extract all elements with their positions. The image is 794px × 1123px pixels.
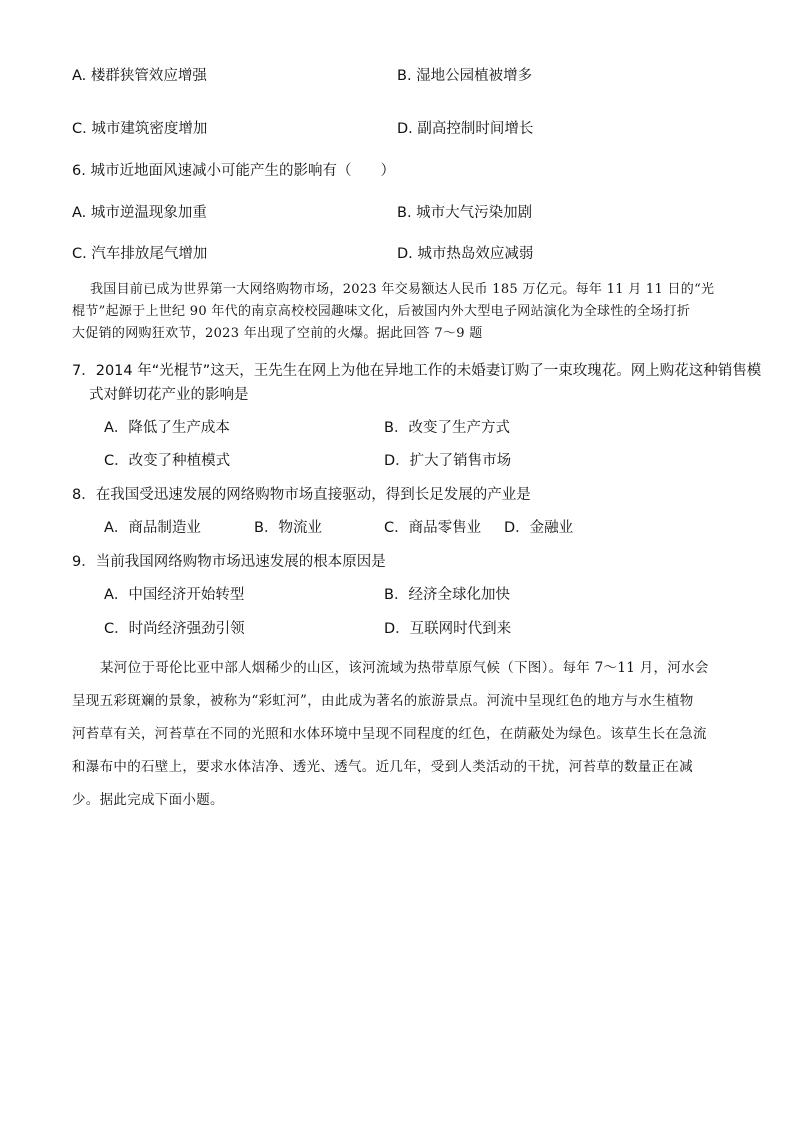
q5-option-c: C. 城市建筑密度增加 xyxy=(72,121,208,137)
passage2-line1: 某河位于哥伦比亚中部人烟稀少的山区，该河流域为热带草原气候（下图）。每年 7～11 月，河水会 xyxy=(100,660,709,676)
passage1-line3: 大促销的网购狂欢节，2023 年出现了空前的火爆。据此回答 7～9 题 xyxy=(72,326,483,341)
q9-option-a: A．中国经济开始转型 xyxy=(104,587,245,603)
q5-option-d: D. 副高控制时间增长 xyxy=(397,121,534,137)
q5-option-a: A. 楼群狭管效应增强 xyxy=(72,68,207,84)
passage1-line1: 我国目前已成为世界第一大网络购物市场，2023 年交易额达人民币 185 万亿元。每年 11 月 11 日的“光 xyxy=(90,282,715,297)
q6-option-a: A. 城市逆温现象加重 xyxy=(72,205,207,221)
passage2-line4: 和瀑布中的石壁上，要求水体洁净、透光、透气。近几年，受到人类活动的干扰，河苔草的数量正在减 xyxy=(72,759,693,775)
q8-option-d: D．金融业 xyxy=(504,520,574,536)
q8-option-a: A．商品制造业 xyxy=(104,520,201,536)
q6-option-d: D. 城市热岛效应减弱 xyxy=(397,246,534,262)
q7-option-a: A．降低了生产成本 xyxy=(104,420,230,436)
q7-option-d: D．扩大了销售市场 xyxy=(384,453,512,469)
q8-option-b: B．物流业 xyxy=(254,520,322,536)
q9-option-b: B．经济全球化加快 xyxy=(384,587,510,603)
passage1-line2: 棍节”起源于上世纪 90 年代的南京高校校园趣味文化，后被国内外大型电子网站演化为全球性的全场打折 xyxy=(72,304,691,319)
passage2-line2: 呈现五彩斑斓的景象，被称为“彩虹河”，由此成为著名的旅游景点。河流中呈现红色的地方与水生植物 xyxy=(72,693,694,709)
q5-option-b: B. 湿地公园植被增多 xyxy=(397,68,533,84)
passage2-line5: 少。据此完成下面小题。 xyxy=(72,792,224,808)
passage-rainbow-river xyxy=(72,652,732,817)
q9-option-c: C．时尚经济强劲引领 xyxy=(104,621,245,637)
q7-stem-line1: 7．2014 年“光棍节”这天，王先生在网上为他在异地工作的未婚妻订购了一束玫瑰花。网上购花这种销售模 xyxy=(72,363,762,379)
q9-stem: 9．当前我国网络购物市场迅速发展的根本原因是 xyxy=(72,554,386,570)
q8-option-c: C．商品零售业 xyxy=(384,520,482,536)
passage2-line3: 河苔草有关，河苔草在不同的光照和水体环境中呈现不同程度的红色，在荫蔽处为绿色。该草生长在急流 xyxy=(72,726,707,742)
q7-option-b: B．改变了生产方式 xyxy=(384,420,510,436)
q6-option-c: C. 汽车排放尾气增加 xyxy=(72,246,208,262)
q7-option-c: C．改变了种植模式 xyxy=(104,453,231,469)
q9-option-d: D．互联网时代到来 xyxy=(384,621,512,637)
q6-stem: 6. 城市近地面风速减小可能产生的影响有（ ） xyxy=(72,163,395,179)
q8-stem: 8．在我国受迅速发展的网络购物市场直接驱动，得到长足发展的产业是 xyxy=(72,487,531,503)
q6-option-b: B. 城市大气污染加剧 xyxy=(397,205,533,221)
passage-online-shopping xyxy=(72,279,724,345)
q7-stem-line2: 式对鲜切花产业的影响是 xyxy=(89,387,249,403)
